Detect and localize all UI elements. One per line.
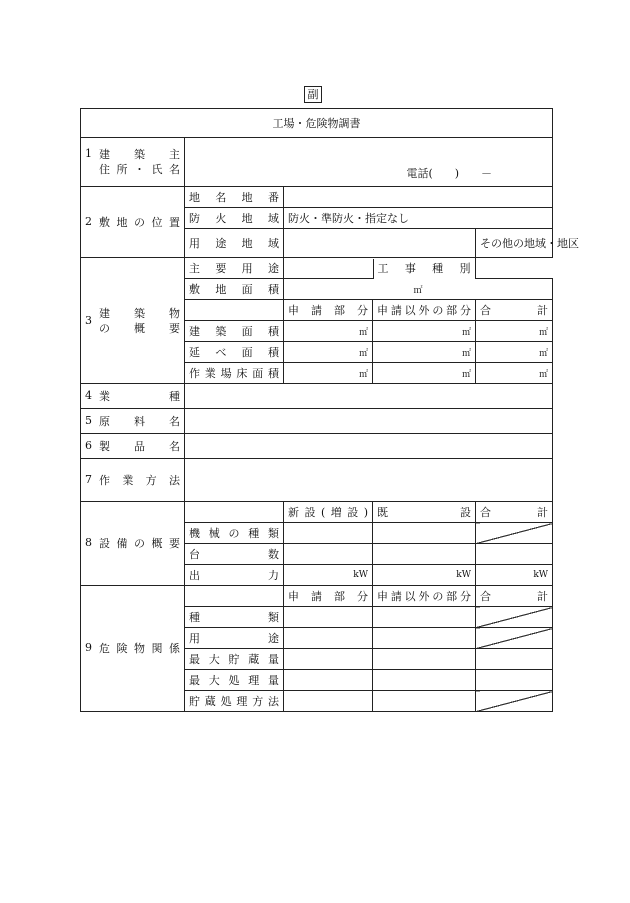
section-number: 3 xyxy=(85,313,92,327)
section-7-label xyxy=(81,459,185,502)
section-number: 8 xyxy=(85,536,92,549)
storage-method-other[interactable] xyxy=(373,691,476,712)
section-number: 6 xyxy=(85,438,92,452)
section-1-row xyxy=(81,138,553,187)
building-area-applied[interactable]: ㎡ xyxy=(284,321,373,342)
section-4-label xyxy=(81,384,185,409)
section-6-label xyxy=(81,434,185,459)
storage-method-label: 貯蔵処理方法 xyxy=(185,691,284,712)
building-area-label: 建築面積 xyxy=(185,321,284,342)
lot-number-field[interactable] xyxy=(284,187,553,208)
section-5-row xyxy=(81,409,553,434)
storage-method-applied[interactable] xyxy=(284,691,373,712)
site-area-label: 敷地面積 xyxy=(185,279,284,300)
section-1-label xyxy=(81,138,185,187)
zoning-field[interactable] xyxy=(284,229,476,258)
section-2-title: 敷地の位置 xyxy=(99,215,180,229)
max-handling-other[interactable] xyxy=(373,670,476,691)
max-handling-label: 最大処理量 xyxy=(185,670,284,691)
section-1-line1: 建築主 xyxy=(99,148,180,161)
section-3-line2: の概要 xyxy=(99,321,180,335)
hazmat-header-row xyxy=(81,586,553,607)
workshop-area-label: 作業場床面積 xyxy=(185,363,284,384)
blank-cell xyxy=(185,300,284,321)
hazmat-title: 危険物関係 xyxy=(99,642,180,655)
workshop-area-other[interactable]: ㎡ xyxy=(373,363,476,384)
floor-area-label: 延べ面積 xyxy=(185,342,284,363)
section-8-label xyxy=(81,502,185,586)
workshop-area-total[interactable]: ㎡ xyxy=(476,363,553,384)
max-storage-label: 最大貯蔵量 xyxy=(185,649,284,670)
section-7-row xyxy=(81,459,553,502)
machine-count-label: 台数 xyxy=(185,544,284,565)
section-number: 1 xyxy=(85,147,92,160)
lot-number-label: 地名地番 xyxy=(185,187,284,208)
raw-material-field[interactable] xyxy=(185,409,553,434)
header-applied: 申請部分 xyxy=(284,586,373,607)
header-existing: 既設 xyxy=(373,502,476,523)
equipment-title: 設備の概要 xyxy=(99,537,180,550)
blank-cell xyxy=(185,586,284,607)
title-row xyxy=(81,109,553,138)
header-applied: 申請部分 xyxy=(284,300,373,321)
output-total[interactable]: kW xyxy=(476,565,553,586)
fire-district-options[interactable]: 防火・準防火・指定なし xyxy=(284,208,553,229)
industry-label: 業種 xyxy=(99,389,180,403)
zoning-label: 用途地域 xyxy=(185,229,284,258)
header-other: 申請以外の部分 xyxy=(373,586,476,607)
section-9-label xyxy=(81,586,185,712)
raw-material-label: 原料名 xyxy=(99,414,180,428)
storage-method-total-struck xyxy=(476,691,553,712)
factory-hazmat-form xyxy=(80,108,579,712)
section-2-label xyxy=(81,187,185,258)
header-other: 申請以外の部分 xyxy=(373,300,476,321)
max-handling-total[interactable] xyxy=(476,670,553,691)
building-area-total[interactable]: ㎡ xyxy=(476,321,553,342)
output-label: 出力 xyxy=(185,565,284,586)
section-number: 9 xyxy=(85,641,92,654)
site-area-field[interactable]: ㎡ xyxy=(284,279,553,300)
work-method-label: 作業方法 xyxy=(99,473,180,487)
product-label: 製品名 xyxy=(99,439,180,453)
machine-type-new[interactable] xyxy=(284,523,373,544)
section-number: 4 xyxy=(85,388,92,402)
form-title: 工場・危険物調書 xyxy=(81,109,553,138)
output-new[interactable]: kW xyxy=(284,565,373,586)
max-storage-total[interactable] xyxy=(476,649,553,670)
hazmat-type-label: 種類 xyxy=(185,607,284,628)
max-storage-applied[interactable] xyxy=(284,649,373,670)
machine-count-new[interactable] xyxy=(284,544,373,565)
header-total: 合計 xyxy=(476,586,553,607)
section-3-label xyxy=(81,258,185,384)
hazmat-use-total-struck xyxy=(476,628,553,649)
floor-area-applied[interactable]: ㎡ xyxy=(284,342,373,363)
machine-type-total-struck xyxy=(476,523,553,544)
hazmat-use-other[interactable] xyxy=(373,628,476,649)
work-type-label: 工事種別 xyxy=(377,261,471,275)
hazmat-type-total-struck xyxy=(476,607,553,628)
main-use-label: 主要用途 xyxy=(185,258,284,279)
product-field[interactable] xyxy=(185,434,553,459)
section-6-row xyxy=(81,434,553,459)
site-row-1 xyxy=(81,187,553,208)
section-number: 7 xyxy=(85,472,92,486)
blank-cell xyxy=(185,502,284,523)
telephone-label: 電話( ) － xyxy=(406,167,493,180)
section-4-row xyxy=(81,384,553,409)
header-total: 合計 xyxy=(476,502,553,523)
output-existing[interactable]: kW xyxy=(373,565,476,586)
machine-type-existing[interactable] xyxy=(373,523,476,544)
hazmat-use-label: 用途 xyxy=(185,628,284,649)
building-row-1 xyxy=(81,258,553,279)
section-number: 5 xyxy=(85,413,92,427)
work-type-cell xyxy=(373,259,476,279)
copy-stamp: 副 xyxy=(304,86,322,103)
machine-type-label: 機械の種類 xyxy=(185,523,284,544)
work-method-field[interactable] xyxy=(185,459,553,502)
applicant-field[interactable] xyxy=(185,138,553,187)
header-total: 合計 xyxy=(476,300,553,321)
fire-district-label: 防火地域 xyxy=(185,208,284,229)
max-handling-applied[interactable] xyxy=(284,670,373,691)
building-area-other[interactable]: ㎡ xyxy=(373,321,476,342)
floor-area-other[interactable]: ㎡ xyxy=(373,342,476,363)
machine-count-total[interactable] xyxy=(476,544,553,565)
hazmat-type-applied[interactable] xyxy=(284,607,373,628)
workshop-area-applied[interactable]: ㎡ xyxy=(284,363,373,384)
section-5-label xyxy=(81,409,185,434)
equipment-header-row xyxy=(81,502,553,523)
section-number: 2 xyxy=(85,214,92,228)
section-3-line1: 建築物 xyxy=(99,306,180,320)
floor-area-total[interactable]: ㎡ xyxy=(476,342,553,363)
hazmat-type-other[interactable] xyxy=(373,607,476,628)
header-new: 新設(増設) xyxy=(284,502,373,523)
other-district-label: その他の地域・地区 xyxy=(476,229,553,258)
max-storage-other[interactable] xyxy=(373,649,476,670)
hazmat-use-applied[interactable] xyxy=(284,628,373,649)
machine-count-existing[interactable] xyxy=(373,544,476,565)
section-1-line2: 住所・氏名 xyxy=(99,163,180,176)
industry-field[interactable] xyxy=(185,384,553,409)
